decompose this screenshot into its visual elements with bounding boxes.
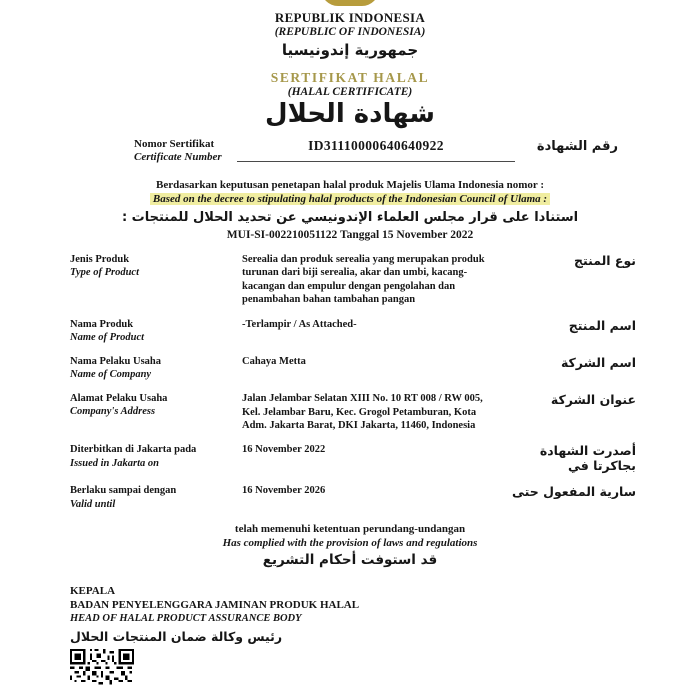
qr-code-icon <box>70 649 134 691</box>
signatory-agency: BADAN PENYELENGGARA JAMINAN PRODUK HALAL <box>70 598 360 611</box>
field-label <box>70 253 242 307</box>
field-label-id: Diterbitkan di Jakarta pada <box>70 444 197 456</box>
field-row-company-address <box>70 392 636 432</box>
decree-number: MUI-SI-002210051122 Tanggal 15 November 2022 <box>226 228 474 241</box>
signatory-title: KEPALA <box>70 584 116 597</box>
compliance-line-english: Has complied with the provision of laws and regulations <box>222 537 478 550</box>
decree-line-english <box>0 192 700 207</box>
field-label-id: Nama Produk <box>70 318 134 330</box>
field-label-en: Name of Product <box>70 331 145 343</box>
certificate-number-row <box>0 138 700 164</box>
field-value: Cahaya Metta <box>242 355 306 367</box>
field-label-arabic: أصدرت الشهادة بجاكرتا في <box>539 443 636 474</box>
field-label-id: Berlaku sampai dengan <box>70 485 177 497</box>
decree-line-arabic: استنادا على قرار مجلس العلماء الإندونيسي عن تحديد الحلال للمنتجات : <box>121 209 579 225</box>
signatory-agency-english: HEAD OF HALAL PRODUCT ASSURANCE BODY <box>70 613 302 625</box>
country-name: REPUBLIK INDONESIA <box>274 10 426 25</box>
country-name-arabic: جمهورية إندونيسيا <box>281 41 419 59</box>
certificate-number-label-en: Certificate Number <box>134 151 222 164</box>
signatory-block <box>0 585 700 644</box>
field-label-en: Issued in Jakarta on <box>70 457 159 469</box>
certificate-title: SERTIFIKAT HALAL <box>270 70 430 85</box>
compliance-statement <box>0 522 700 570</box>
field-row-valid-until <box>70 484 636 510</box>
field-label-arabic: نوع المنتج <box>574 252 636 268</box>
field-label <box>70 484 242 510</box>
decree-line-english-highlight: Based on the decree to stipulating halal products of the Indonesian Council of Ulama : <box>150 193 550 205</box>
compliance-line-arabic: قد استوفت أحكام التشريع <box>262 552 438 569</box>
field-label-en: Company's Address <box>70 406 156 418</box>
field-label-id: Nama Pelaku Usaha <box>70 355 162 367</box>
signatory-agency-arabic: رئيس وكالة ضمان المنتجات الحلال <box>70 628 283 644</box>
field-value: 16 November 2022 <box>242 444 326 456</box>
certificate-header <box>0 0 700 130</box>
field-label-en: Name of Company <box>70 369 152 381</box>
field-value: 16 November 2026 <box>242 485 326 497</box>
field-label-arabic: اسم المنتج <box>568 317 636 333</box>
certificate-fields <box>0 253 700 511</box>
certificate-title-arabic: شهادة الحلال <box>265 99 435 129</box>
compliance-line-indonesian: telah memenuhi ketentuan perundang-undangan <box>234 522 466 535</box>
field-value: Serealia dan produk serealia yang merupakan produk turunan dari biji serealia, akar dan umbi, kacang-kacangan dan empulur dengan pengolahan dan penambahan bahan tambahan pangan <box>242 253 485 306</box>
field-label <box>70 443 242 473</box>
field-label-arabic: اسم الشركة <box>560 354 636 370</box>
decree-line-indonesian: Berdasarkan keputusan penetapan halal produk Majelis Ulama Indonesia nomor : <box>155 178 545 191</box>
field-label <box>70 392 242 432</box>
field-row-type-of-product <box>70 253 636 307</box>
certificate-title-english: (HALAL CERTIFICATE) <box>287 86 413 98</box>
field-row-name-of-product <box>70 318 636 344</box>
field-label-en: Valid until <box>70 498 116 510</box>
decree-statement <box>0 178 700 243</box>
certificate-number-label-arabic: رقم الشهادة <box>536 139 618 155</box>
field-label <box>70 355 242 381</box>
field-row-issued-date <box>70 443 636 473</box>
certificate-number-label-id: Nomor Sertifikat <box>134 138 215 151</box>
field-value: Jalan Jelambar Selatan XIII No. 10 RT 008 / RW 005, Kel. Jelambar Baru, Kec. Grogol Petamburan, Kota Adm. Jakarta Barat, DKI Jakarta, 11460, Indonesia <box>242 393 483 432</box>
certificate-number-label <box>0 138 237 164</box>
field-label <box>70 318 242 344</box>
certificate-number-value: ID31110000640640922 <box>237 138 515 162</box>
field-label-id: Jenis Produk <box>70 253 130 265</box>
field-label-id: Alamat Pelaku Usaha <box>70 393 168 405</box>
field-label-arabic: سارية المفعول حتى <box>511 484 636 500</box>
country-name-english: (REPUBLIC OF INDONESIA) <box>274 26 426 38</box>
field-value: -Terlampir / As Attached- <box>242 318 357 330</box>
field-label-arabic: عنوان الشركة <box>550 392 636 408</box>
field-row-name-of-company <box>70 355 636 381</box>
field-label-en: Type of Product <box>70 267 140 279</box>
